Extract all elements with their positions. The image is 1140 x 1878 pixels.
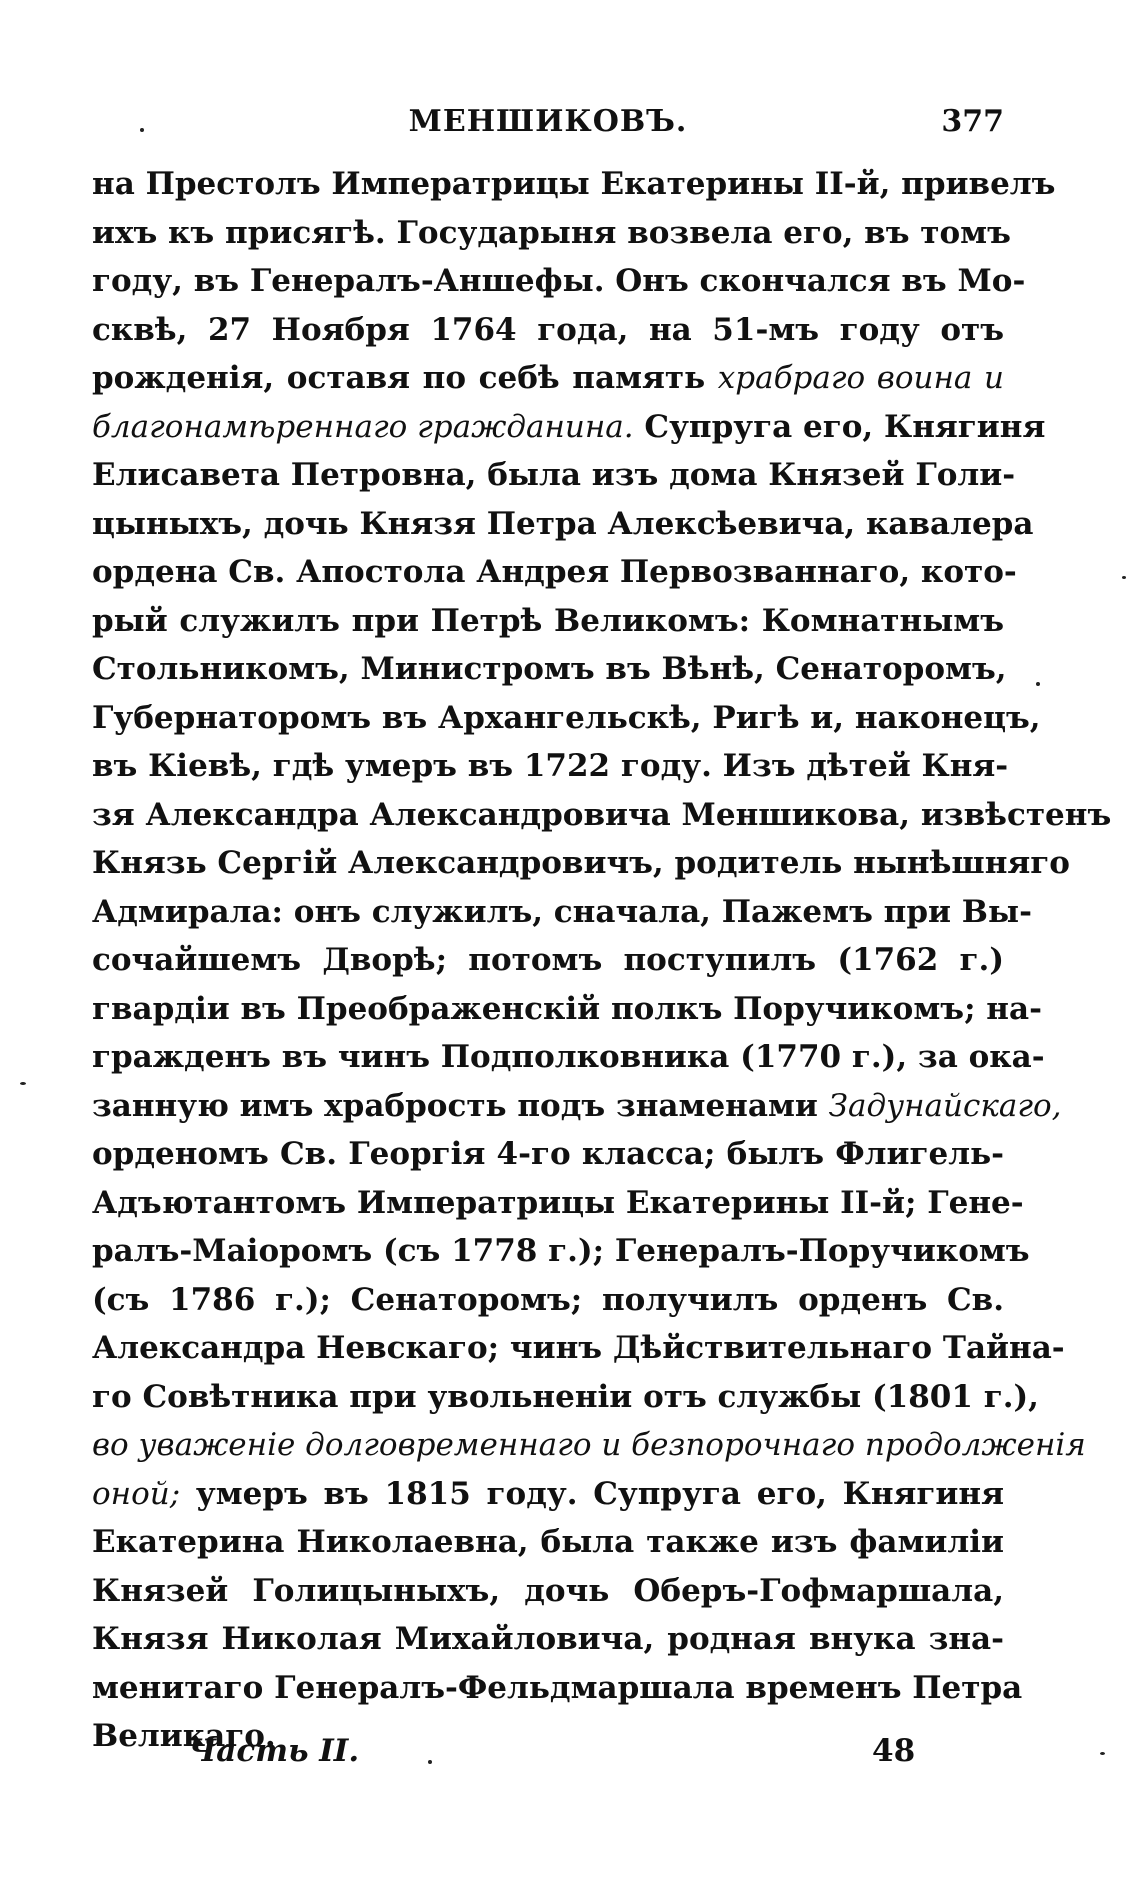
- text-line: [92, 1664, 1023, 1713]
- text-segment: Александра Невскаго; чинъ Дѣйствительнаго Тайна-: [92, 1330, 1065, 1366]
- signature-mark: Часть II.: [188, 1733, 360, 1769]
- text-segment: менитаго Генералъ-Фельдмаршала временъ Петра: [92, 1669, 1023, 1706]
- text-segment: на Престолъ Императрицы Екатерины II-й, привелъ: [92, 166, 1056, 202]
- text-segment: Князя Николая Михайловича, родная внука зна-: [92, 1621, 1004, 1657]
- text-segment: Губернаторомъ въ Архангельскѣ, Ригѣ и, наконецъ,: [92, 699, 1041, 736]
- text-line: [92, 1179, 1024, 1228]
- text-line: [92, 694, 1041, 743]
- text-segment: гвардіи въ Преображенскій полкъ Поручикомъ; на-: [92, 990, 1042, 1027]
- text-line: [92, 936, 1004, 985]
- page-footer: [92, 1733, 1004, 1781]
- text-segment: году, въ Генералъ-Аншефы. Онъ скончался въ Мо-: [92, 263, 1026, 299]
- text-line: [92, 839, 1070, 888]
- text-segment: рый служилъ при Петрѣ Великомъ: Комнатнымъ: [92, 602, 1004, 639]
- text-line: [92, 451, 1016, 500]
- text-line: [92, 1227, 1030, 1276]
- text-segment: въ Кіевѣ, гдѣ умеръ въ 1722 году. Изъ дѣтей Кня-: [92, 748, 1009, 784]
- print-speck: [140, 128, 144, 132]
- text-segment: умеръ въ 1815 году. Супруга его, Княгиня: [180, 1475, 1004, 1512]
- text-segment: Елисавета Петровна, была изъ дома Князей Голи-: [92, 457, 1016, 493]
- text-segment: Екатерина Николаевна, была также изъ фамиліи: [92, 1524, 1004, 1560]
- text-line: [92, 1324, 1065, 1373]
- text-segment: Супруга его, Княгиня: [633, 408, 1046, 445]
- text-line: [92, 742, 1009, 791]
- text-line: [92, 1130, 1004, 1179]
- italic-text: во уваженіе долговременнаго и безпорочнаго продолженія: [92, 1427, 1086, 1463]
- text-segment: ралъ-Маіоромъ (съ 1778 г.); Генералъ-Поручикомъ: [92, 1233, 1030, 1269]
- text-line: [92, 354, 1004, 403]
- text-line: [92, 1421, 1086, 1470]
- text-line: [92, 791, 1112, 840]
- text-line: [92, 985, 1042, 1034]
- text-segment: орденомъ Св. Георгія 4-го класса; былъ Флигель-: [92, 1136, 1004, 1172]
- text-segment: цыныхъ, дочь Князя Петра Алексѣевича, кавалера: [92, 505, 1034, 542]
- italic-text: оной;: [92, 1475, 181, 1512]
- text-segment: Великаго.: [92, 1718, 276, 1754]
- running-title: МЕНШИКОВЪ.: [408, 104, 688, 139]
- text-line: [92, 1082, 1062, 1131]
- print-speck: [428, 1760, 432, 1764]
- print-speck: [20, 1082, 26, 1085]
- text-segment: Стольникомъ, Министромъ въ Вѣнѣ, Сенаторомъ,: [92, 651, 1007, 687]
- italic-text: благонамѣреннаго гражданина.: [92, 408, 634, 445]
- text-line: [92, 548, 1017, 597]
- text-segment: (съ 1786 г.); Сенаторомъ; получилъ орденъ Св.: [92, 1281, 1004, 1318]
- text-line: [92, 403, 1046, 452]
- text-segment: занную имъ храбрость подъ знаменами: [92, 1087, 829, 1124]
- text-segment: сквѣ, 27 Ноября 1764 года, на 51-мъ году отъ: [92, 311, 1004, 348]
- text-segment: Адъютантомъ Императрицы Екатерины II-й; Гене-: [92, 1184, 1024, 1221]
- text-line: [92, 1470, 1004, 1519]
- text-segment: гражденъ въ чинъ Подполковника (1770 г.), за ока-: [92, 1039, 1045, 1075]
- text-line: [92, 888, 1032, 937]
- text-segment: зя Александра Александровича Меншикова, извѣстенъ: [92, 796, 1112, 833]
- italic-text: Задунайскаго,: [828, 1087, 1062, 1124]
- text-segment: го Совѣтника при увольненіи отъ службы (1801 г.),: [92, 1378, 1039, 1415]
- page-header: [92, 98, 1004, 146]
- text-segment: ихъ къ присягѣ. Государыня возвела его, въ томъ: [92, 214, 1011, 251]
- text-line: [92, 257, 1026, 306]
- text-line: [92, 1373, 1039, 1422]
- text-segment: Князей Голицыныхъ, дочь Оберъ-Гофмаршала,: [92, 1572, 1004, 1609]
- text-line: [92, 1615, 1004, 1664]
- text-segment: Князь Сергій Александровичъ, родитель нынѣшняго: [92, 845, 1070, 881]
- text-segment: сочайшемъ Дворѣ; потомъ поступилъ (1762 г.): [92, 942, 1004, 978]
- text-line: [92, 1518, 1004, 1567]
- text-segment: ордена Св. Апостола Андрея Первозваннаго, кото-: [92, 554, 1017, 590]
- page-number: 377: [941, 104, 1004, 139]
- text-line: [92, 645, 1007, 694]
- text-line: [92, 160, 1056, 209]
- text-segment: рожденія, оставя по себѣ память: [92, 360, 718, 396]
- print-speck: [1100, 1752, 1105, 1755]
- body-text: [92, 160, 1112, 1761]
- text-segment: Адмирала: онъ служилъ, сначала, Пажемъ при Вы-: [92, 893, 1032, 930]
- text-line: [92, 306, 1004, 355]
- text-line: [92, 500, 1034, 549]
- text-line: [92, 1033, 1045, 1082]
- text-line: [92, 209, 1011, 258]
- sheet-number: 48: [872, 1733, 916, 1769]
- text-line: [92, 1567, 1004, 1616]
- text-line: [92, 1276, 1004, 1325]
- text-line: [92, 597, 1004, 646]
- print-speck: [1122, 576, 1126, 579]
- print-speck: [1036, 682, 1040, 686]
- italic-text: храбраго воина и: [717, 360, 1005, 396]
